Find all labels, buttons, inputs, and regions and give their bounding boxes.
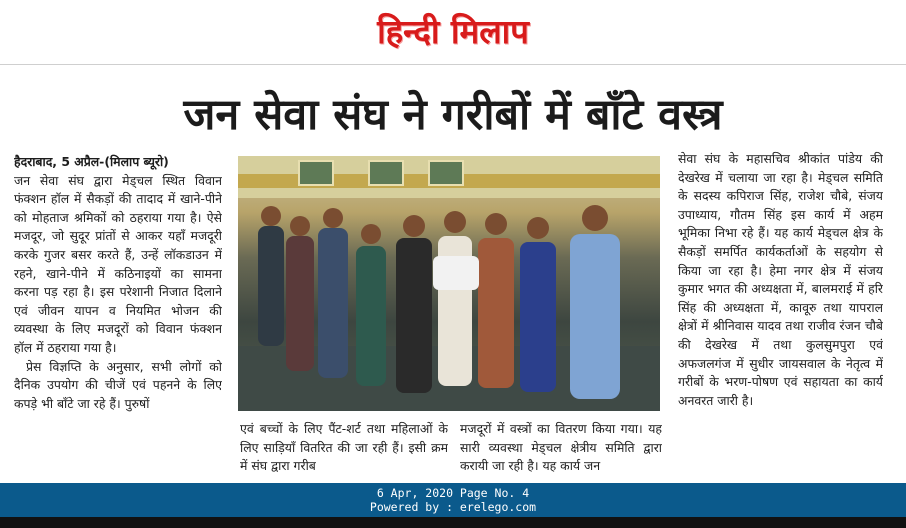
article-paragraph-1: जन सेवा संघ द्वारा मेड्चल स्थित विवान फंक्शन हॉल में सैकड़ों की तादाद में खाने-पीने को मोहताज श्रमिकों को ठहराया गया है। ऐसे मजदूर, जो सुदूर प्रांतों से आकर यहाँ मजदूरी करके गुजर बसर करते हैं, उन्हें लॉकडाउन में रहने, खाने-पीने में कठिनाइयों का सामना करना पड़ रहा है। इस परेशानी निजात दिलाने एवं जीवन यापन व नियमित भोजन की व्यवस्था के लिए मजदूरों को विवान फंक्शन हॉल में ठहराया गया है। (14, 172, 222, 355)
article-dateline: हैदराबाद, 5 अप्रैल-(मिलाप ब्यूरो) (14, 154, 169, 169)
article-column-mid-a: एवं बच्चों के लिए पैंट-शर्ट तथा महिलाओं के लिए साड़ियाँ वितरित की जा रही हैं। इसी क्रम में संघ द्वारा गरीब (240, 421, 448, 474)
page-footer (0, 483, 906, 517)
article-headline: जन सेवा संघ ने गरीबों में बाँटे वस्त्र (183, 90, 723, 140)
article-column-mid-b: मजदूरों में वस्त्रों का वितरण किया गया। यह सारी व्यवस्था मेड्चल क्षेत्रीय समिति द्वारा करायी जा रही है। यह कार्य जन (460, 421, 662, 474)
article-photo (238, 156, 660, 411)
group-photo-icon (238, 156, 660, 411)
article-paragraph-2: प्रेस विज्ञप्ति के अनुसार, सभी लोगों को दैनिक उपयोग की चीजें एवं पहनने के लिए कपड़े भी बाँटे जा रहे हैं। पुरुषों (14, 358, 222, 411)
footer-powered-by: Powered by : erelego.com (369, 500, 537, 514)
masthead-title: हिन्दी मिलाप (377, 12, 529, 51)
masthead-divider (0, 64, 906, 65)
bottom-band (0, 517, 906, 528)
footer-date-page: 6 Apr, 2020 Page No. 4 (376, 486, 530, 500)
article-column-left (14, 153, 222, 483)
article-column-right: सेवा संघ के महासचिव श्रीकांत पांडेय की देखरेख में चलाया जा रहा है। मेड्चल समिति के सदस्य कपिराज सिंह, राजेश चौबे, संजय उपाध्याय, गौतम सिंह इस कार्य में अहम भूमिका निभा रहे हैं। यह कार्य मेड्चल क्षेत्र के सैकड़ों समर्पित कार्यकर्ताओं के सहयोग से किया जा रहा है। हेमा नगर क्षेत्र में संजय कुमार भगत की अध्यक्षता में, बालमराई में हरि सिंह की अध्यक्षता में, कावूरु तथा यापराल क्षेत्रों में श्रीनिवास यादव तथा राजीव रंजन चौबे की देखरेख में तथा कुलसुमपुरा एवं अफजलगंज में सुधीर जायसवाल के नेतृत्व में गरीबों के भरण-पोषण एवं सहायता का कार्य अनवरत जारी है। (678, 151, 883, 408)
